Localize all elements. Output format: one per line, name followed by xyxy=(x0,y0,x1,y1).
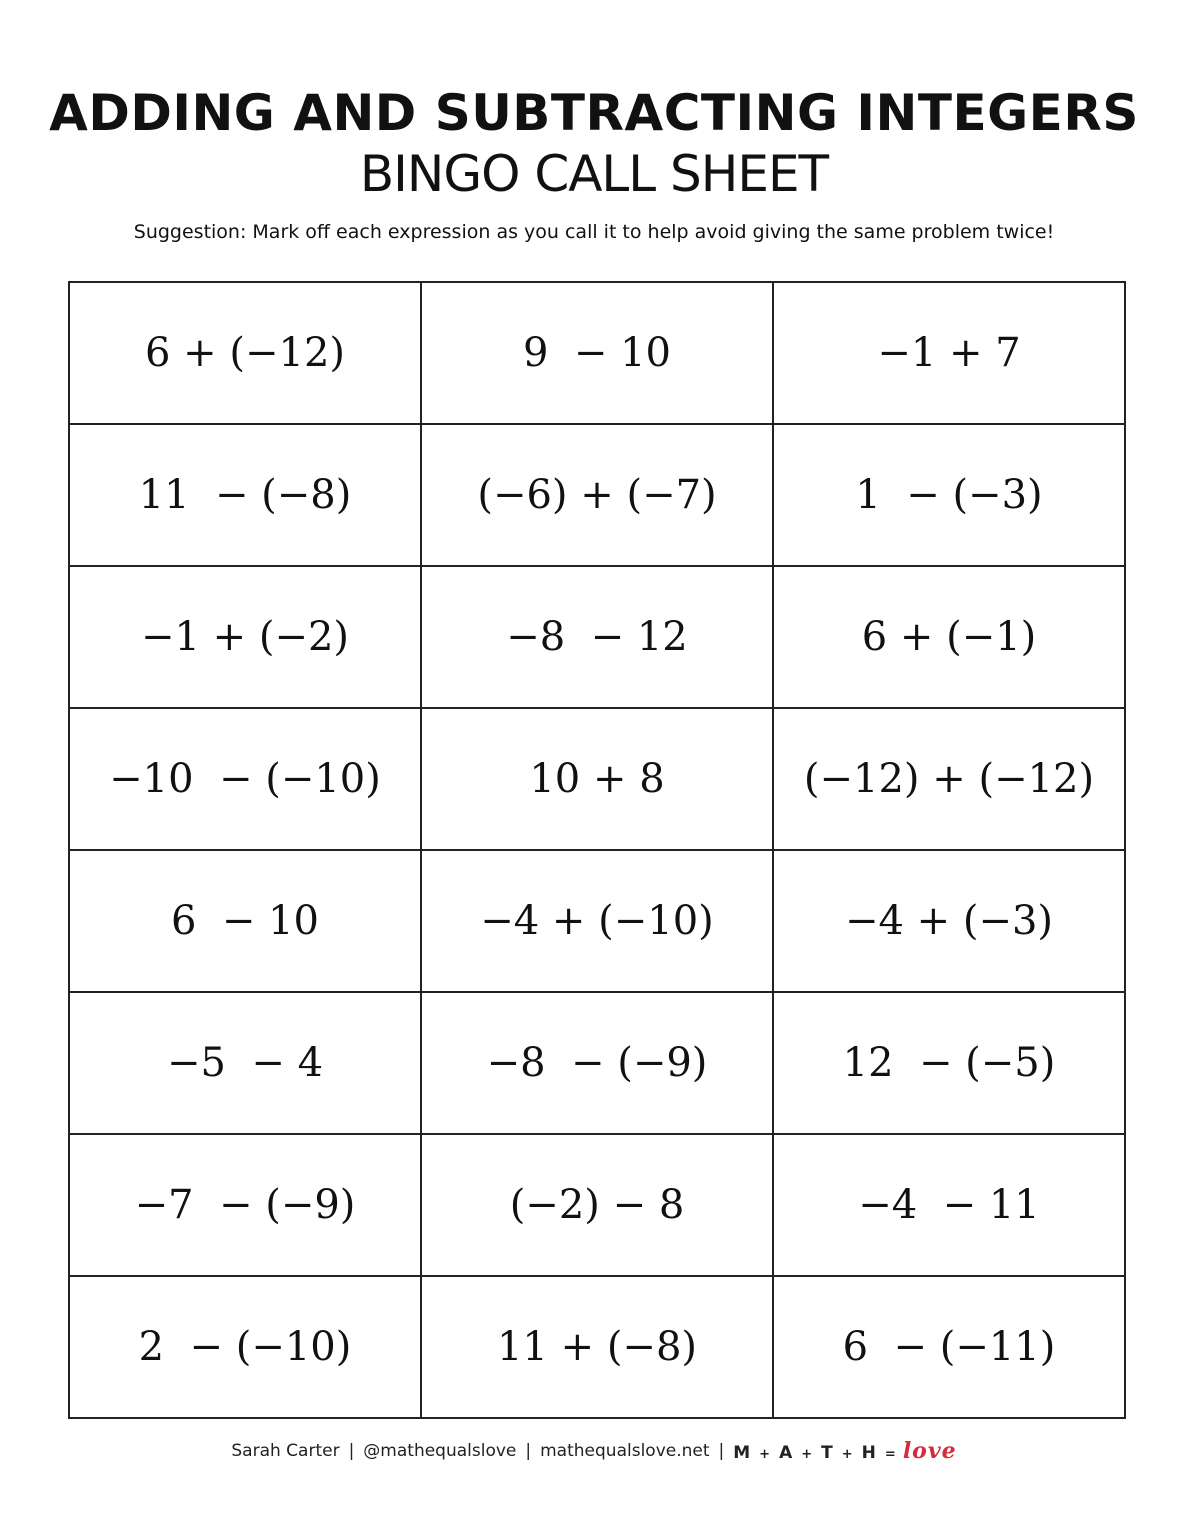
call-sheet-grid xyxy=(68,281,1126,1419)
brand-letter: H xyxy=(861,1443,877,1463)
expression-cell: −8 − 12 xyxy=(421,566,773,708)
footer-separator: | xyxy=(525,1441,532,1461)
expression-cell: 6 − 10 xyxy=(69,850,421,992)
expression-cell: 6 + (−1) xyxy=(773,566,1125,708)
expression-cell: −8 − (−9) xyxy=(421,992,773,1134)
grid-row xyxy=(69,424,1125,566)
expression-cell: 6 + (−12) xyxy=(69,282,421,424)
expression-cell: 6 − (−11) xyxy=(773,1276,1125,1418)
page-subtitle: BINGO CALL SHEET xyxy=(359,145,829,203)
expression-cell: (−12) + (−12) xyxy=(773,708,1125,850)
brand-logo xyxy=(733,1438,956,1464)
brand-love-script: love xyxy=(902,1438,957,1464)
brand-equals: = xyxy=(884,1447,897,1462)
footer xyxy=(0,1436,1188,1466)
brand-plus: + xyxy=(841,1447,854,1462)
brand-plus: + xyxy=(801,1447,814,1462)
author-name: Sarah Carter xyxy=(231,1441,340,1461)
expression-cell: 9 − 10 xyxy=(421,282,773,424)
expression-cell: −1 + (−2) xyxy=(69,566,421,708)
expression-cell: (−6) + (−7) xyxy=(421,424,773,566)
brand-letter: A xyxy=(779,1443,794,1463)
expression-cell: 1 − (−3) xyxy=(773,424,1125,566)
footer-separator: | xyxy=(348,1441,355,1461)
brand-plus: + xyxy=(759,1447,772,1462)
expression-cell: −7 − (−9) xyxy=(69,1134,421,1276)
expression-cell: −1 + 7 xyxy=(773,282,1125,424)
suggestion-text: Suggestion: Mark off each expression as you call it to help avoid giving the same problem twice! xyxy=(133,221,1055,243)
social-handle: @mathequalslove xyxy=(363,1441,517,1461)
expression-cell: −10 − (−10) xyxy=(69,708,421,850)
website-link: mathequalslove.net xyxy=(540,1441,710,1461)
brand-letter: M xyxy=(733,1443,752,1463)
expression-cell: 10 + 8 xyxy=(421,708,773,850)
expression-cell: −5 − 4 xyxy=(69,992,421,1134)
expression-cell: 11 − (−8) xyxy=(69,424,421,566)
brand-letter: T xyxy=(821,1443,834,1463)
expression-cell: 12 − (−5) xyxy=(773,992,1125,1134)
expression-cell: 11 + (−8) xyxy=(421,1276,773,1418)
grid-row xyxy=(69,850,1125,992)
grid-row xyxy=(69,1276,1125,1418)
grid-row xyxy=(69,992,1125,1134)
expression-cell: −4 − 11 xyxy=(773,1134,1125,1276)
expression-cell: −4 + (−3) xyxy=(773,850,1125,992)
expression-cell: −4 + (−10) xyxy=(421,850,773,992)
grid-row xyxy=(69,282,1125,424)
grid-row xyxy=(69,708,1125,850)
expression-cell: (−2) − 8 xyxy=(421,1134,773,1276)
page-title: ADDING AND SUBTRACTING INTEGERS xyxy=(49,84,1139,142)
expression-cell: 2 − (−10) xyxy=(69,1276,421,1418)
grid-row xyxy=(69,1134,1125,1276)
grid-row xyxy=(69,566,1125,708)
footer-separator: | xyxy=(718,1441,725,1461)
